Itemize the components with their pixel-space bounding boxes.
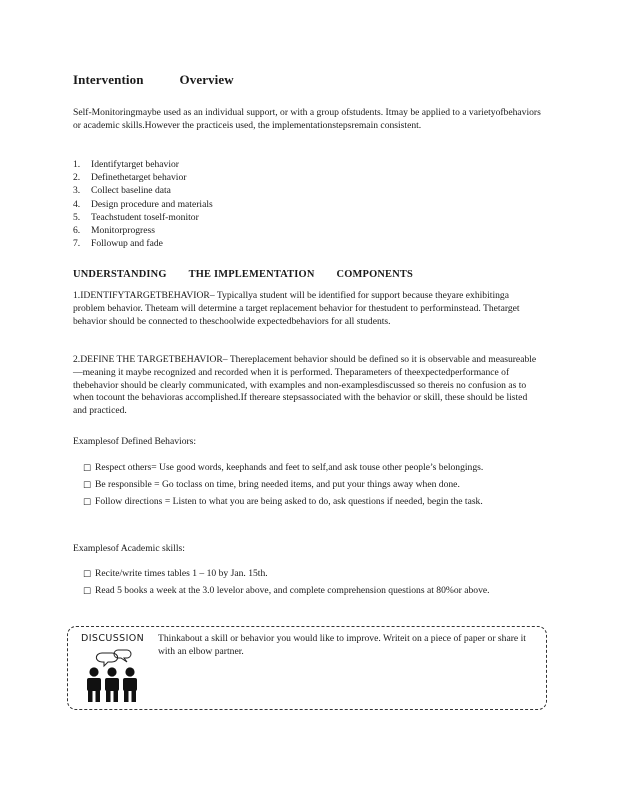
list-item: 2. Definethetarget behavior xyxy=(73,172,187,184)
list-item: □ Be responsible = Go toclass on time, bring needed items, and put your things away when done. xyxy=(83,478,460,490)
title-word-2: Overview xyxy=(179,72,234,87)
steps-list xyxy=(73,158,213,250)
define-paragraph: 2.DEFINE THE TARGETBEHAVIOR– Thereplacement behavior should be defined so it is observable and measureable—meaning it maybe recognized and recorded when it is performed. Theparameters of theexpectedperformance of thebehavior should be clearly communicated, with examples and non-examplesdiscussed so thereis no confusion as to when tocount the behavioras accomplished.If thereare stepsassociated with the behavior or skill, these should be listed and practiced. xyxy=(73,354,537,417)
discussion-people-icon xyxy=(82,647,142,705)
list-item: □ Recite/write times tables 1 – 10 by Jan. 15th. xyxy=(83,568,268,579)
list-item: 1. Identifytarget behavior xyxy=(73,159,179,170)
title-word-1: Intervention xyxy=(73,72,144,87)
list-item: 4. Design procedure and materials xyxy=(73,198,213,210)
list-item: □ Read 5 books a week at the 3.0 levelor above, and complete comprehension questions at 80%or above. xyxy=(83,584,490,596)
discussion-box xyxy=(67,626,547,710)
checkbox-icon: □ xyxy=(83,463,92,473)
identify-paragraph: 1.IDENTIFYTARGETBEHAVIOR– Typicallya student will be identified for support because theyare exhibitinga problem behavior. Theteam will determine a target replacement behavior for thestudent to performinstead. Thetarget behavior should be connected to theschoolwide expectedbehaviors for all students. xyxy=(73,290,520,327)
list-item: 7. Followup and fade xyxy=(73,238,163,250)
checkbox-icon: □ xyxy=(83,585,92,596)
defined-behaviors-label: Examplesof Defined Behaviors: xyxy=(73,436,197,447)
checkbox-icon: □ xyxy=(83,569,92,579)
discussion-prompt: Thinkabout a skill or behavior you would like to improve. Writeit on a piece of paper or share it with an elbow partner. xyxy=(158,633,526,657)
section-heading: UNDERSTANDING THE IMPLEMENTATION COMPONENTS xyxy=(73,269,414,280)
list-item: 6. Monitorprogress xyxy=(73,225,155,237)
checkbox-icon: □ xyxy=(83,479,92,490)
page-title xyxy=(73,72,234,88)
defined-behaviors-list xyxy=(83,462,543,512)
academic-skills-label: Examplesof Academic skills: xyxy=(73,543,185,554)
checkbox-icon: □ xyxy=(83,496,92,507)
list-item: 5. Teachstudent toself-monitor xyxy=(73,211,199,223)
list-item: □ Respect others= Use good words, keephands and feet to self,and ask touse other people’s belongings. xyxy=(83,462,484,473)
list-item: □ Follow directions = Listen to what you are being asked to do, ask questions if needed, begin the task. xyxy=(83,495,483,507)
list-item: 3. Collect baseline data xyxy=(73,185,171,197)
academic-skills-list xyxy=(83,568,543,602)
intro-paragraph: Self-Monitoringmaybe used as an individual support, or with a group ofstudents. Itmay be applied to a varietyofbehaviors or academic skills.However the practiceis used, the implementationstepsremain consistent. xyxy=(73,107,541,131)
discussion-label: DISCUSSION xyxy=(81,633,145,644)
